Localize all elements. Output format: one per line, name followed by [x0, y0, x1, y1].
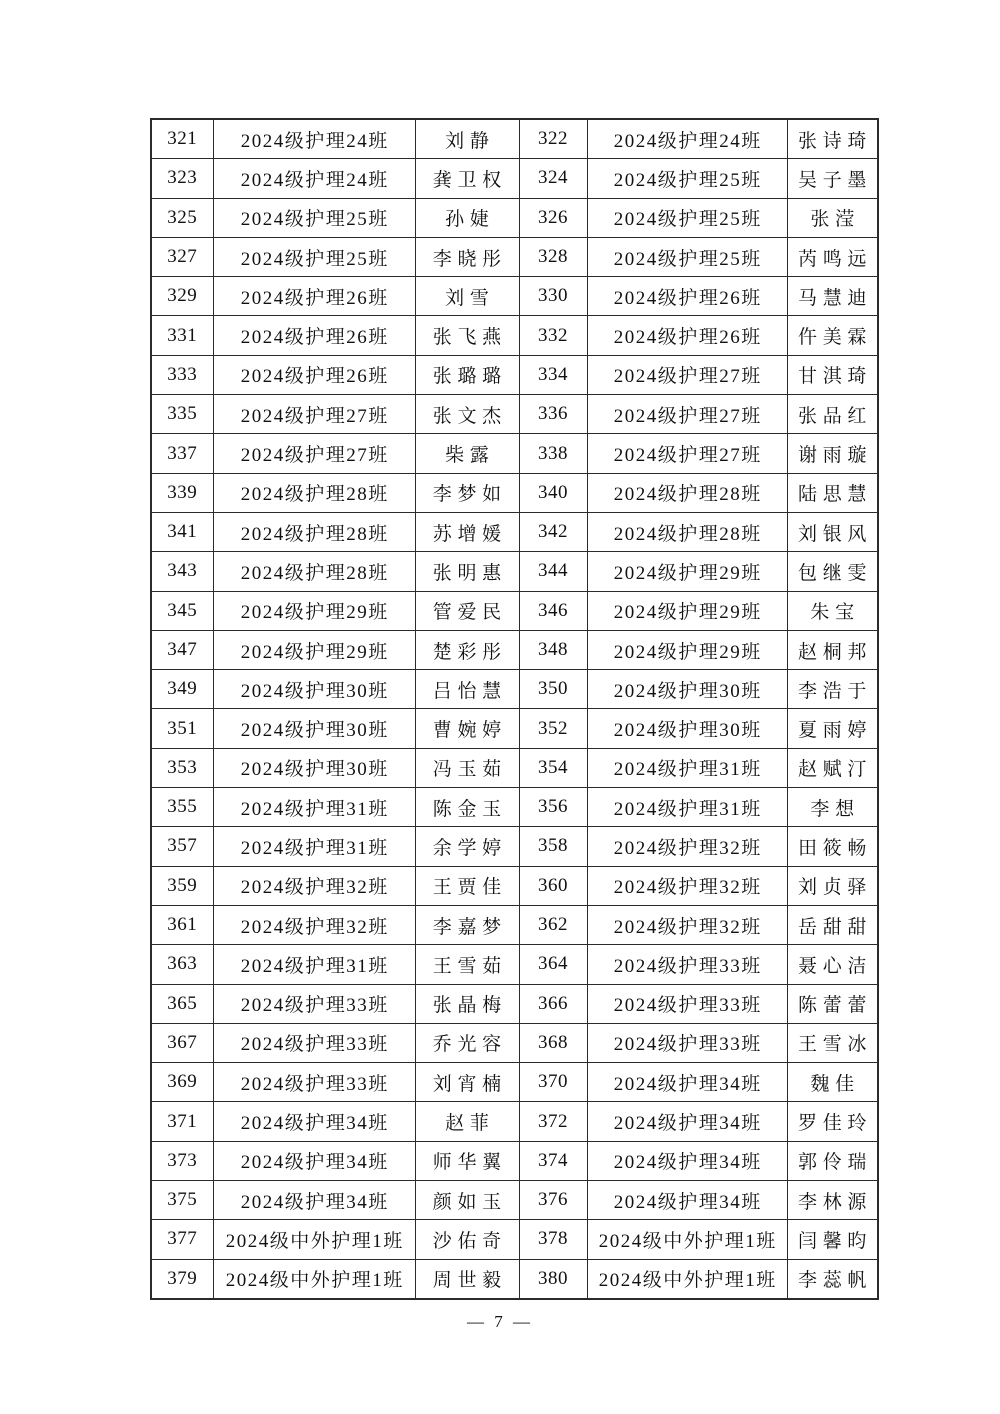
name-cell: 刘静 — [415, 119, 519, 159]
name-cell: 陆思慧 — [787, 473, 878, 512]
name-cell: 李晓彤 — [415, 237, 519, 276]
name-cell: 苏增媛 — [415, 512, 519, 551]
class-cell: 2024级护理34班 — [587, 1141, 787, 1180]
index-cell: 350 — [519, 670, 587, 709]
class-cell: 2024级护理31班 — [213, 788, 415, 827]
index-cell: 359 — [151, 866, 213, 905]
class-cell: 2024级中外护理1班 — [587, 1259, 787, 1299]
name-cell: 张飞燕 — [415, 316, 519, 355]
class-cell: 2024级护理26班 — [213, 355, 415, 394]
name-cell: 李梦如 — [415, 473, 519, 512]
class-cell: 2024级护理30班 — [587, 670, 787, 709]
index-cell: 329 — [151, 277, 213, 316]
table-row — [151, 237, 878, 276]
class-cell: 2024级护理27班 — [587, 395, 787, 434]
name-cell: 马慧迪 — [787, 277, 878, 316]
name-cell: 赵菲 — [415, 1102, 519, 1141]
class-cell: 2024级护理31班 — [587, 748, 787, 787]
class-cell: 2024级护理31班 — [587, 788, 787, 827]
class-cell: 2024级护理33班 — [587, 984, 787, 1023]
index-cell: 349 — [151, 670, 213, 709]
index-cell: 342 — [519, 512, 587, 551]
index-cell: 374 — [519, 1141, 587, 1180]
class-cell: 2024级护理27班 — [213, 395, 415, 434]
student-roster-table — [150, 118, 879, 1300]
table-row — [151, 1023, 878, 1062]
name-cell: 李想 — [787, 788, 878, 827]
index-cell: 373 — [151, 1141, 213, 1180]
index-cell: 323 — [151, 159, 213, 198]
index-cell: 369 — [151, 1063, 213, 1102]
name-cell: 张文杰 — [415, 395, 519, 434]
name-cell: 谢雨璇 — [787, 434, 878, 473]
class-cell: 2024级护理27班 — [587, 355, 787, 394]
class-cell: 2024级护理34班 — [587, 1063, 787, 1102]
class-cell: 2024级护理29班 — [587, 552, 787, 591]
name-cell: 芮鸣远 — [787, 237, 878, 276]
class-cell: 2024级护理24班 — [587, 119, 787, 159]
name-cell: 刘贞驿 — [787, 866, 878, 905]
class-cell: 2024级护理28班 — [587, 512, 787, 551]
name-cell: 李林源 — [787, 1181, 878, 1220]
table-row — [151, 198, 878, 237]
class-cell: 2024级护理32班 — [213, 905, 415, 944]
index-cell: 321 — [151, 119, 213, 159]
name-cell: 夏雨婷 — [787, 709, 878, 748]
index-cell: 325 — [151, 198, 213, 237]
class-cell: 2024级护理25班 — [587, 198, 787, 237]
index-cell: 330 — [519, 277, 587, 316]
name-cell: 魏佳 — [787, 1063, 878, 1102]
index-cell: 351 — [151, 709, 213, 748]
table-row — [151, 434, 878, 473]
table-row — [151, 591, 878, 630]
table-row — [151, 1220, 878, 1259]
index-cell: 326 — [519, 198, 587, 237]
table-row — [151, 1259, 878, 1299]
class-cell: 2024级护理28班 — [213, 552, 415, 591]
class-cell: 2024级护理27班 — [213, 434, 415, 473]
name-cell: 李蕊帆 — [787, 1259, 878, 1299]
name-cell: 岳甜甜 — [787, 905, 878, 944]
index-cell: 363 — [151, 945, 213, 984]
index-cell: 355 — [151, 788, 213, 827]
table-row — [151, 1141, 878, 1180]
class-cell: 2024级护理25班 — [213, 237, 415, 276]
class-cell: 2024级护理28班 — [213, 473, 415, 512]
class-cell: 2024级护理25班 — [587, 159, 787, 198]
index-cell: 358 — [519, 827, 587, 866]
name-cell: 张品红 — [787, 395, 878, 434]
index-cell: 333 — [151, 355, 213, 394]
name-cell: 张明惠 — [415, 552, 519, 591]
class-cell: 2024级护理34班 — [213, 1102, 415, 1141]
index-cell: 341 — [151, 512, 213, 551]
table-row — [151, 395, 878, 434]
table-row — [151, 1102, 878, 1141]
table-row — [151, 905, 878, 944]
index-cell: 338 — [519, 434, 587, 473]
name-cell: 朱宝 — [787, 591, 878, 630]
name-cell: 李浩于 — [787, 670, 878, 709]
name-cell: 王雪冰 — [787, 1023, 878, 1062]
index-cell: 339 — [151, 473, 213, 512]
index-cell: 335 — [151, 395, 213, 434]
table-row — [151, 748, 878, 787]
table-row — [151, 355, 878, 394]
name-cell: 陈金玉 — [415, 788, 519, 827]
index-cell: 344 — [519, 552, 587, 591]
table-row — [151, 630, 878, 669]
class-cell: 2024级护理30班 — [213, 709, 415, 748]
table-row — [151, 827, 878, 866]
class-cell: 2024级护理34班 — [587, 1102, 787, 1141]
index-cell: 376 — [519, 1181, 587, 1220]
name-cell: 沙佑奇 — [415, 1220, 519, 1259]
class-cell: 2024级护理25班 — [587, 237, 787, 276]
table-row — [151, 1063, 878, 1102]
name-cell: 郭伶瑞 — [787, 1141, 878, 1180]
name-cell: 吴子墨 — [787, 159, 878, 198]
class-cell: 2024级护理32班 — [587, 905, 787, 944]
index-cell: 324 — [519, 159, 587, 198]
table-row — [151, 984, 878, 1023]
table-row — [151, 709, 878, 748]
index-cell: 377 — [151, 1220, 213, 1259]
class-cell: 2024级护理33班 — [587, 1023, 787, 1062]
name-cell: 张诗琦 — [787, 119, 878, 159]
name-cell: 楚彩彤 — [415, 630, 519, 669]
name-cell: 赵桐邦 — [787, 630, 878, 669]
index-cell: 331 — [151, 316, 213, 355]
table-row — [151, 945, 878, 984]
index-cell: 378 — [519, 1220, 587, 1259]
class-cell: 2024级护理33班 — [213, 1023, 415, 1062]
name-cell: 张璐璐 — [415, 355, 519, 394]
class-cell: 2024级护理29班 — [587, 591, 787, 630]
index-cell: 356 — [519, 788, 587, 827]
class-cell: 2024级护理24班 — [213, 159, 415, 198]
index-cell: 368 — [519, 1023, 587, 1062]
class-cell: 2024级护理33班 — [213, 1063, 415, 1102]
index-cell: 379 — [151, 1259, 213, 1299]
class-cell: 2024级中外护理1班 — [587, 1220, 787, 1259]
name-cell: 张滢 — [787, 198, 878, 237]
index-cell: 328 — [519, 237, 587, 276]
name-cell: 师华翼 — [415, 1141, 519, 1180]
class-cell: 2024级护理31班 — [213, 827, 415, 866]
class-cell: 2024级中外护理1班 — [213, 1259, 415, 1299]
class-cell: 2024级护理30班 — [213, 748, 415, 787]
name-cell: 冯玉茹 — [415, 748, 519, 787]
index-cell: 360 — [519, 866, 587, 905]
index-cell: 340 — [519, 473, 587, 512]
class-cell: 2024级护理26班 — [587, 316, 787, 355]
class-cell: 2024级护理26班 — [587, 277, 787, 316]
name-cell: 田筱畅 — [787, 827, 878, 866]
name-cell: 甘淇琦 — [787, 355, 878, 394]
index-cell: 364 — [519, 945, 587, 984]
table-row — [151, 159, 878, 198]
name-cell: 仵美霖 — [787, 316, 878, 355]
name-cell: 管爱民 — [415, 591, 519, 630]
class-cell: 2024级护理32班 — [587, 827, 787, 866]
table-row — [151, 670, 878, 709]
class-cell: 2024级护理28班 — [587, 473, 787, 512]
table-row — [151, 552, 878, 591]
class-cell: 2024级护理33班 — [213, 984, 415, 1023]
index-cell: 372 — [519, 1102, 587, 1141]
name-cell: 李嘉梦 — [415, 905, 519, 944]
index-cell: 346 — [519, 591, 587, 630]
name-cell: 柴露 — [415, 434, 519, 473]
index-cell: 334 — [519, 355, 587, 394]
page-number: — 7 — — [467, 1312, 533, 1331]
class-cell: 2024级护理24班 — [213, 119, 415, 159]
name-cell: 王贾佳 — [415, 866, 519, 905]
student-roster-body — [151, 119, 878, 1299]
name-cell: 余学婷 — [415, 827, 519, 866]
index-cell: 348 — [519, 630, 587, 669]
index-cell: 332 — [519, 316, 587, 355]
table-row — [151, 277, 878, 316]
index-cell: 343 — [151, 552, 213, 591]
table-row — [151, 473, 878, 512]
name-cell: 龚卫权 — [415, 159, 519, 198]
name-cell: 颜如玉 — [415, 1181, 519, 1220]
index-cell: 361 — [151, 905, 213, 944]
index-cell: 352 — [519, 709, 587, 748]
index-cell: 371 — [151, 1102, 213, 1141]
class-cell: 2024级护理29班 — [587, 630, 787, 669]
class-cell: 2024级护理34班 — [213, 1141, 415, 1180]
class-cell: 2024级护理30班 — [213, 670, 415, 709]
class-cell: 2024级护理29班 — [213, 630, 415, 669]
table-row — [151, 119, 878, 159]
name-cell: 刘宵楠 — [415, 1063, 519, 1102]
name-cell: 刘雪 — [415, 277, 519, 316]
class-cell: 2024级护理25班 — [213, 198, 415, 237]
index-cell: 370 — [519, 1063, 587, 1102]
name-cell: 孙婕 — [415, 198, 519, 237]
table-row — [151, 1181, 878, 1220]
class-cell: 2024级护理28班 — [213, 512, 415, 551]
class-cell: 2024级护理33班 — [587, 945, 787, 984]
class-cell: 2024级护理26班 — [213, 277, 415, 316]
table-row — [151, 788, 878, 827]
name-cell: 吕怡慧 — [415, 670, 519, 709]
index-cell: 327 — [151, 237, 213, 276]
index-cell: 357 — [151, 827, 213, 866]
class-cell: 2024级护理29班 — [213, 591, 415, 630]
index-cell: 322 — [519, 119, 587, 159]
name-cell: 赵赋汀 — [787, 748, 878, 787]
class-cell: 2024级中外护理1班 — [213, 1220, 415, 1259]
index-cell: 345 — [151, 591, 213, 630]
class-cell: 2024级护理32班 — [213, 866, 415, 905]
class-cell: 2024级护理34班 — [213, 1181, 415, 1220]
index-cell: 337 — [151, 434, 213, 473]
name-cell: 罗佳玲 — [787, 1102, 878, 1141]
index-cell: 354 — [519, 748, 587, 787]
name-cell: 聂心洁 — [787, 945, 878, 984]
name-cell: 乔光容 — [415, 1023, 519, 1062]
index-cell: 380 — [519, 1259, 587, 1299]
table-row — [151, 866, 878, 905]
name-cell: 闫馨昀 — [787, 1220, 878, 1259]
table-row — [151, 316, 878, 355]
table-row — [151, 512, 878, 551]
class-cell: 2024级护理31班 — [213, 945, 415, 984]
class-cell: 2024级护理32班 — [587, 866, 787, 905]
name-cell: 刘银风 — [787, 512, 878, 551]
index-cell: 375 — [151, 1181, 213, 1220]
name-cell: 包继雯 — [787, 552, 878, 591]
class-cell: 2024级护理30班 — [587, 709, 787, 748]
index-cell: 362 — [519, 905, 587, 944]
class-cell: 2024级护理34班 — [587, 1181, 787, 1220]
name-cell: 曹婉婷 — [415, 709, 519, 748]
name-cell: 周世毅 — [415, 1259, 519, 1299]
index-cell: 366 — [519, 984, 587, 1023]
class-cell: 2024级护理26班 — [213, 316, 415, 355]
class-cell: 2024级护理27班 — [587, 434, 787, 473]
name-cell: 陈蕾蕾 — [787, 984, 878, 1023]
index-cell: 367 — [151, 1023, 213, 1062]
index-cell: 347 — [151, 630, 213, 669]
index-cell: 365 — [151, 984, 213, 1023]
name-cell: 张晶梅 — [415, 984, 519, 1023]
name-cell: 王雪茹 — [415, 945, 519, 984]
index-cell: 353 — [151, 748, 213, 787]
index-cell: 336 — [519, 395, 587, 434]
